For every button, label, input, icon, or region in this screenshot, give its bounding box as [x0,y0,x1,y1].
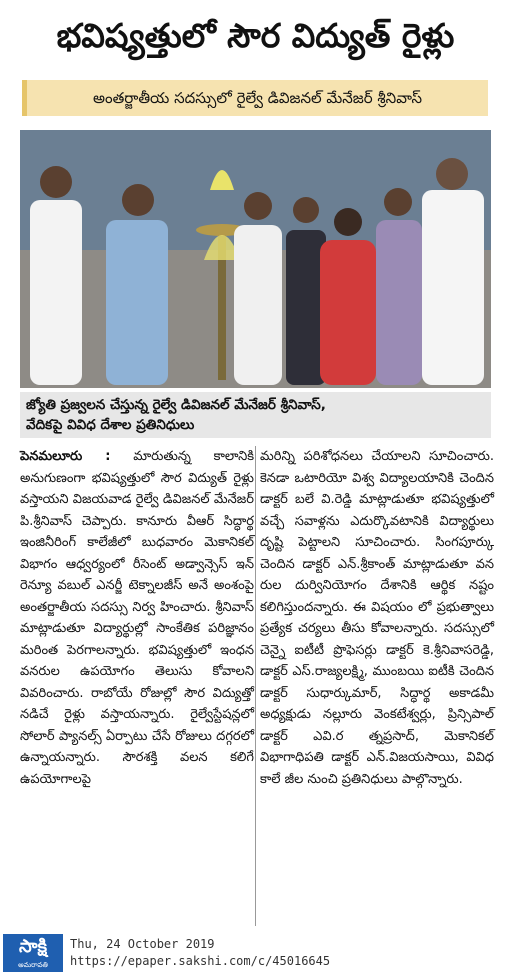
subheadline-bar [22,80,488,116]
logo-text: సాక్షి [19,936,47,957]
body-right-text: మరిన్ని పరిశోధనలు చేయాలని సూచించారు. కెనడా ఒటారియో విశ్వ విద్యాలయానికి చెందిన డాక్టర్ బలే వి.రెడ్డి మాట్లాడుతూ భవిష్యత్తులో వచ్చే సవాళ్లను ఎదుర్కొవటానికి విద్యార్థులు దృష్టి పెట్టాలని సూచించారు. సింగపూర్కు చెందిన డాక్టర్ ఎన్.శ్రీకాంత్ మాట్లాడుతూ వన రుల దుర్వినియోగం దేశానికి ఆర్థిక నష్టం కలిగిస్తుందన్నారు. ఈ విషయం లో ప్రభుత్వాలు ప్రత్యేక చర్యలు తీసు కోవాలన్నారు. సదస్సులో చెన్నై ఐటీటీ ప్రొఫెసర్లు డాక్టర్ కె.శ్రీనివాసరెడ్డి, డాక్టర్ ఎస్.రాజ్యలక్ష్మి, ముంబయి ఐటీకి చెందిన డాక్టర్ సుధార్కుమార్, సిద్ధార్థ అకాడమీ అధ్యక్షుడు నల్లూరు వెంకటేశ్వర్లు, ప్రిన్సిపాల్ డాక్టర్ ఎవి.ర త్నప్రసాద్, మెకానికల్ విభాగాధిపతి డాక్టర్ ఎన్.విజయసాయి, వివిధ కాలే జీల నుంచి ప్రతినిధులు పాల్గొన్నారు. [260,449,494,787]
article-column-right [260,446,494,790]
logo-subtext: అమరావతి [18,961,48,969]
event-photo-illustration [20,130,491,388]
article-column-left [20,446,254,790]
photo-caption [20,392,491,438]
sakshi-logo [3,934,63,972]
footer-date: Thu, 24 October 2019 [70,937,215,951]
article-paragraph-left [20,446,254,790]
body-left-text: మారుతున్న కాలానికి అనుగుణంగా భవిష్యత్తులో సౌర విద్యుత్ రైళ్లు వస్తాయని విజయవాడ రైల్వే డివిజనల్ మేనేజర్ పి.శ్రీనివాస్ చెప్పారు. కానూరు వీఆర్ సిద్ధార్థ ఇంజినీరింగ్ కాలేజీలో బుధవారం మెకానికల్ విభాగం ఆధ్వర్యంలో రీసెంట్ అడ్వాన్సెస్ ఇన్ రెన్యూ వబుల్ ఎనర్జీ టెక్నాలజీస్ అనే అంశంపై అంతర్జాతీయ సదస్సు నిర్వ హించారు. శ్రీనివాస్ మాట్లాడుతూ విద్యార్థుల్లో సాంకేతిక పరిజ్ఞానం మరింత పెరగాలన్నారు. భవిష్యత్తులో ఇంధన వనరుల ఉపయోగం తెలుసు కోవాలని వివరించారు. రాబోయే రోజుల్లో సౌర విద్యుత్తో నడిచే రైళ్లు వస్తాయన్నారు. రైల్వేస్టేషన్లలో సోలార్ ప్యానల్స్ ఏర్పాటు చేసే రోజులు దగ్గరలో ఉన్నాయన్నారు. సౌరశక్తి వలన కలిగే ఉపయోగాలపై [20,449,254,787]
column-divider [255,446,256,926]
subheadline: అంతర్జాతీయ సదస్సులో రైల్వే డివిజనల్ మేనేజర్ శ్రీనివాస్ [92,89,423,107]
footer [0,934,511,975]
footer-url[interactable]: https://epaper.sakshi.com/c/45016645 [70,954,331,968]
caption-line-1: జ్యోతి ప్రజ్వలన చేస్తున్న రైల్వే డివిజనల్ మేనేజర్ శ్రీనివాస్, [26,397,326,413]
dateline: పెనమలూరు : [20,449,111,464]
caption-line-2: వేదికపై వివిధ దేశాల ప్రతినిధులు [26,417,195,433]
event-photo [20,130,491,388]
headline: భవిష్యత్తులో సౌర విద్యుత్ రైళ్లు [56,16,455,55]
